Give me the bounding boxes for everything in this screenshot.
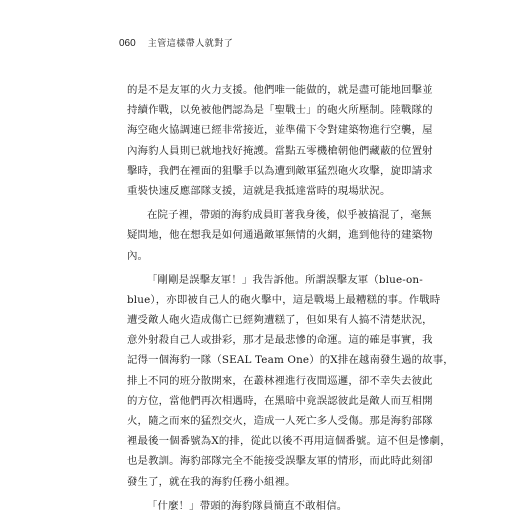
text-line: 排上不同的班分散開來，在叢林裡進行夜間巡邏，卻不幸失去彼此: [127, 374, 433, 387]
paragraph: [127, 270, 454, 492]
text-line: 內海豹人員則已就地找好掩護。當點五零機槍朝他們藏蔽的位置射: [127, 144, 433, 157]
text-line: 持續作戰，以免被他們認為是「聖戰士」的砲火所壓制。陸戰隊的: [127, 104, 433, 117]
text-line: 也是教訓。海豹部隊完全不能接受誤擊友軍的情形，而此時此刻卻: [127, 455, 433, 468]
text-line: 意外射殺自己人或掛彩，那才是最悲慘的命運。這的確是事實，我: [127, 334, 433, 347]
paragraph: [127, 205, 433, 266]
paragraph: [127, 496, 404, 516]
running-title: 主管這樣帶人就對了: [147, 39, 234, 49]
text-line: 擊時，我們在裡面的狙擊手以為遭到敵軍猛烈砲火攻擊，旋即請求: [127, 164, 433, 177]
text-line: 裡最後一個番號為X的排，從此以後不再用這個番號。這不但是慘劇，: [127, 435, 451, 448]
text-line: 遭受敵人砲火造成傷亡已經夠遭糕了，但如果有人搞不清楚狀況，: [127, 314, 433, 327]
text-line: 海空砲火協調連已經非常接近，並準備下令對建築物進行空襲，屋: [127, 124, 433, 137]
text-line: 的方位，當他們再次相遇時，在黑暗中竟誤認彼此是敵人而互相開: [127, 394, 433, 407]
running-header: [119, 36, 233, 49]
body-text: [127, 80, 454, 516]
text-line: 發生了，就在我的海豹任務小組裡。: [127, 475, 296, 488]
text-line: 疑問地，他在想我是如何通過敵軍無情的火網，進到他待的建築物: [127, 229, 433, 242]
text-line: 在院子裡，帶頭的海豹成員盯著我身後，似乎被搞混了，毫無: [147, 209, 432, 222]
page-number: 060: [119, 38, 136, 49]
text-line: 火，隨之而來的猛烈交火，造成一人死亡多人受傷。那是海豹部隊: [127, 415, 433, 427]
paragraph: [127, 80, 433, 201]
text-line: 的是不是友軍的火力支援。他們唯一能做的，就是盡可能地回擊並: [127, 84, 433, 96]
text-line: 記得一個海豹一隊（SEAL Team One）的X排在越南發生過的故事，: [127, 354, 454, 367]
text-line: 重裝快速反應部隊支援，這就是我抵達當時的現場狀況。: [127, 184, 391, 197]
text-line: 內。: [127, 249, 149, 262]
text-line: blue），亦即被自己人的砲火擊中，這是戰場上最糟糕的事。作戰時: [127, 293, 441, 306]
text-line: 「剛剛是誤擊友軍！」我告訴他。所謂誤擊友軍（blue-on-: [147, 273, 423, 286]
text-line: 「什麼！」帶頭的海豹隊員簡直不敢相信。: [147, 499, 348, 512]
